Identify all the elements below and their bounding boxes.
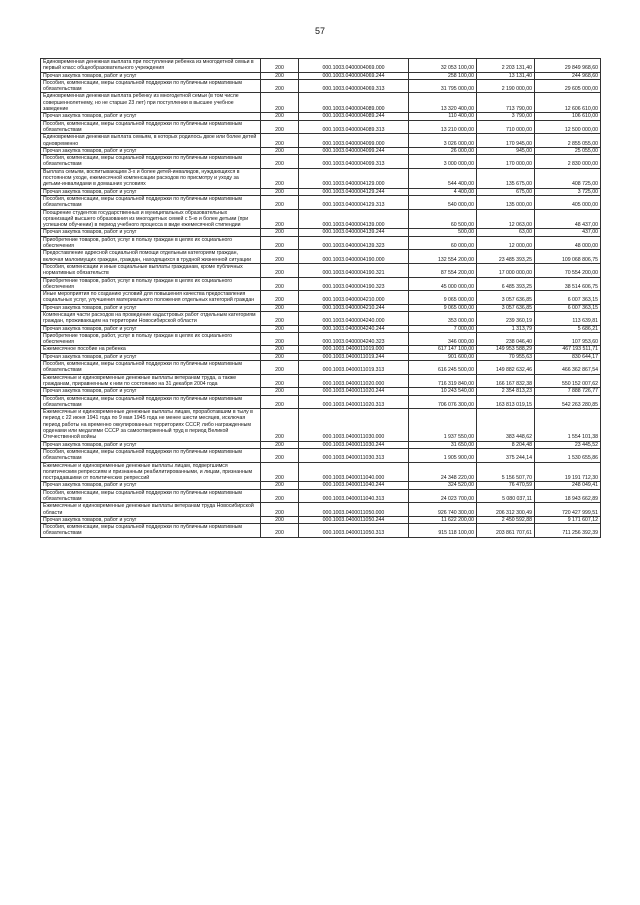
row-code-cell: 200 [261,59,299,73]
row-approved-amount-cell: 31 795 000,00 [409,79,477,93]
table-row [41,79,601,93]
row-classification-cell: 000.1003.0400011040.000 [299,462,409,482]
table-row [41,388,601,395]
row-code-cell: 200 [261,524,299,538]
row-remaining-amount-cell: 106 610,00 [535,113,601,120]
row-name-cell: Прочая закупка товаров, работ и услуг [41,304,261,311]
row-name-cell: Прочая закупка товаров, работ и услуг [41,188,261,195]
row-approved-amount-cell: 110 400,00 [409,113,477,120]
row-code-cell: 200 [261,388,299,395]
row-executed-amount-cell: 5 080 037,11 [477,489,535,503]
row-classification-cell: 000.1003.0400011030.244 [299,441,409,448]
row-code-cell: 200 [261,147,299,154]
row-executed-amount-cell: 375 244,14 [477,448,535,462]
row-remaining-amount-cell: 467 193 511,71 [535,346,601,353]
row-approved-amount-cell: 324 520,00 [409,482,477,489]
table-row [41,120,601,134]
row-name-cell: Пособия, компенсации, меры социальной поддержки по публичным нормативным обязательствам [41,448,261,462]
row-executed-amount-cell: 170 000,00 [477,155,535,169]
row-executed-amount-cell: 206 312 300,49 [477,503,535,517]
table-row [41,489,601,503]
row-classification-cell: 000.1003.0400011020.000 [299,374,409,388]
row-name-cell: Приобретение товаров, работ, услуг в пользу граждан в целях их социального обеспечения [41,236,261,250]
row-remaining-amount-cell: 830 644,17 [535,353,601,360]
row-classification-cell: 000.1003.0400004139.323 [299,236,409,250]
row-name-cell: Приобретение товаров, работ, услуг в пользу граждан в целях их социального обеспечения [41,332,261,346]
row-remaining-amount-cell: 6 007 363,15 [535,291,601,305]
row-remaining-amount-cell: 5 686,21 [535,325,601,332]
row-code-cell: 200 [261,448,299,462]
row-classification-cell: 000.1003.0400011050.244 [299,516,409,523]
row-classification-cell: 000.1003.0400004129.000 [299,168,409,188]
row-approved-amount-cell: 32 053 100,00 [409,59,477,73]
row-approved-amount-cell: 617 147 100,00 [409,346,477,353]
row-code-cell: 200 [261,304,299,311]
table-row [41,209,601,229]
row-classification-cell: 000.1003.0400004240.323 [299,332,409,346]
row-code-cell: 200 [261,346,299,353]
row-code-cell: 200 [261,195,299,209]
row-approved-amount-cell: 10 243 540,00 [409,388,477,395]
row-approved-amount-cell: 31 650,00 [409,441,477,448]
row-remaining-amount-cell: 19 191 712,30 [535,462,601,482]
row-remaining-amount-cell: 48 000,00 [535,236,601,250]
row-remaining-amount-cell: 12 606 610,00 [535,93,601,113]
row-approved-amount-cell: 616 245 500,00 [409,361,477,375]
row-classification-cell: 000.1003.0400011019.244 [299,353,409,360]
row-name-cell: Пособия, компенсации, меры социальной поддержки по публичным нормативным обязательствам [41,155,261,169]
row-code-cell: 200 [261,72,299,79]
row-executed-amount-cell: 8 204,48 [477,441,535,448]
row-executed-amount-cell: 2 203 131,40 [477,59,535,73]
table-row [41,441,601,448]
table-row [41,277,601,291]
row-name-cell: Ежемесячные и единовременные денежные выплаты ветеранам труда Новосибирской области [41,503,261,517]
row-code-cell: 200 [261,277,299,291]
row-executed-amount-cell: 5 156 507,70 [477,462,535,482]
row-name-cell: Приобретение товаров, работ, услуг в пользу граждан в целях их социального обеспечения [41,277,261,291]
row-remaining-amount-cell: 29 849 968,60 [535,59,601,73]
row-name-cell: Прочая закупка товаров, работ и услуг [41,113,261,120]
row-classification-cell: 000.1003.0400011030.313 [299,448,409,462]
row-remaining-amount-cell: 107 953,60 [535,332,601,346]
row-classification-cell: 000.1003.0400004099.313 [299,155,409,169]
row-name-cell: Пособия, компенсации, меры социальной поддержки по публичным нормативным обязательствам [41,195,261,209]
row-remaining-amount-cell: 113 639,81 [535,311,601,325]
row-executed-amount-cell: 1 313,79 [477,325,535,332]
row-approved-amount-cell: 901 600,00 [409,353,477,360]
row-classification-cell: 000.1003.0400004069.244 [299,72,409,79]
row-approved-amount-cell: 716 319 840,00 [409,374,477,388]
row-classification-cell: 000.1003.0400004089.244 [299,113,409,120]
row-remaining-amount-cell: 405 000,00 [535,195,601,209]
row-remaining-amount-cell: 1 554 101,38 [535,409,601,441]
table-row [41,395,601,409]
row-approved-amount-cell: 346 000,00 [409,332,477,346]
row-classification-cell: 000.1003.0400004240.000 [299,311,409,325]
row-remaining-amount-cell: 550 152 007,62 [535,374,601,388]
row-name-cell: Прочая закупка товаров, работ и услуг [41,516,261,523]
row-remaining-amount-cell: 23 445,52 [535,441,601,448]
row-remaining-amount-cell: 2 830 000,00 [535,155,601,169]
row-classification-cell: 000.1003.0400004129.313 [299,195,409,209]
row-code-cell: 200 [261,482,299,489]
row-name-cell: Единовременная денежная выплата при поступлении ребенка из многодетной семьи в первый класс общеобразовательного учреждения [41,59,261,73]
row-approved-amount-cell: 24 348 220,00 [409,462,477,482]
table-row [41,409,601,441]
table-row [41,291,601,305]
row-executed-amount-cell: 3 790,00 [477,113,535,120]
budget-table-body [41,59,601,538]
row-classification-cell: 000.1003.0400011019.000 [299,346,409,353]
row-executed-amount-cell: 675,00 [477,188,535,195]
row-classification-cell: 000.1003.0400011030.000 [299,409,409,441]
row-code-cell: 200 [261,462,299,482]
row-classification-cell: 000.1003.0400004210.244 [299,304,409,311]
row-executed-amount-cell: 149 953 588,29 [477,346,535,353]
row-classification-cell: 000.1003.0400004069.000 [299,59,409,73]
row-executed-amount-cell: 135 000,00 [477,195,535,209]
table-row [41,374,601,388]
row-code-cell: 200 [261,503,299,517]
row-name-cell: Прочая закупка товаров, работ и услуг [41,72,261,79]
row-code-cell: 200 [261,291,299,305]
row-executed-amount-cell: 135 675,00 [477,168,535,188]
row-executed-amount-cell: 149 882 632,46 [477,361,535,375]
row-name-cell: Прочая закупка товаров, работ и услуг [41,482,261,489]
row-classification-cell: 000.1003.0400004190.323 [299,277,409,291]
row-executed-amount-cell: 17 000 000,00 [477,263,535,277]
row-remaining-amount-cell: 248 049,41 [535,482,601,489]
row-name-cell: Компенсация части расходов на проведение кадастровых работ отдельным категориям граждан, проживающим на территории Новосибирской области [41,311,261,325]
row-approved-amount-cell: 7 000,00 [409,325,477,332]
table-row [41,168,601,188]
row-name-cell: Единовременная денежная выплата семьям, в которых родилось двое или более детей одновременно [41,134,261,148]
table-row [41,361,601,375]
row-executed-amount-cell: 2 450 592,88 [477,516,535,523]
row-remaining-amount-cell: 1 530 655,86 [535,448,601,462]
row-code-cell: 200 [261,361,299,375]
row-classification-cell: 000.1003.0400011040.313 [299,489,409,503]
row-code-cell: 200 [261,441,299,448]
row-code-cell: 200 [261,229,299,236]
row-approved-amount-cell: 9 065 000,00 [409,304,477,311]
row-executed-amount-cell: 12 063,00 [477,209,535,229]
table-row [41,236,601,250]
row-name-cell: Пособия, компенсации, меры социальной поддержки по публичным нормативным обязательствам [41,524,261,538]
row-code-cell: 200 [261,188,299,195]
row-executed-amount-cell: 713 790,00 [477,93,535,113]
row-code-cell: 200 [261,236,299,250]
row-name-cell: Ежемесячные и единовременные денежные выплаты лицам, подвергшимся политическим репрессиям и признанным реабилитированными, и лицам, признанным пострадавшими от политических репрессий [41,462,261,482]
row-classification-cell: 000.1003.0400004089.313 [299,120,409,134]
table-row [41,93,601,113]
table-row [41,304,601,311]
row-executed-amount-cell: 6 485 393,25 [477,277,535,291]
table-row [41,311,601,325]
row-code-cell: 200 [261,120,299,134]
row-remaining-amount-cell: 109 068 806,75 [535,250,601,264]
budget-table [40,58,601,538]
row-classification-cell: 000.1003.0400004099.244 [299,147,409,154]
row-approved-amount-cell: 26 000,00 [409,147,477,154]
table-row [41,113,601,120]
row-executed-amount-cell: 23 485 393,25 [477,250,535,264]
row-classification-cell: 000.1003.0400004139.244 [299,229,409,236]
row-approved-amount-cell: 87 554 200,00 [409,263,477,277]
row-remaining-amount-cell: 29 605 000,00 [535,79,601,93]
table-row [41,188,601,195]
table-row [41,250,601,264]
row-code-cell: 200 [261,79,299,93]
row-name-cell: Прочая закупка товаров, работ и услуг [41,325,261,332]
row-name-cell: Предоставление адресной социальной помощи отдельным категориям граждан, включая малоимущих граждан, граждан, находящихся в трудной жизненной ситуации [41,250,261,264]
row-approved-amount-cell: 9 065 000,00 [409,291,477,305]
row-approved-amount-cell: 24 023 700,00 [409,489,477,503]
row-classification-cell: 000.1003.0400011050.313 [299,524,409,538]
row-approved-amount-cell: 500,00 [409,229,477,236]
row-approved-amount-cell: 540 000,00 [409,195,477,209]
row-code-cell: 200 [261,250,299,264]
row-name-cell: Ежемесячные и единовременные денежные выплаты ветеранам труда, а также гражданам, приравненным к ним по состоянию на 31 декабря 2004 года [41,374,261,388]
row-name-cell: Пособия, компенсации и иные социальные выплаты гражданам, кроме публичных нормативных обязательств [41,263,261,277]
row-approved-amount-cell: 1 905 900,00 [409,448,477,462]
row-code-cell: 200 [261,332,299,346]
row-name-cell: Прочая закупка товаров, работ и услуг [41,353,261,360]
row-executed-amount-cell: 710 000,00 [477,120,535,134]
row-remaining-amount-cell: 9 171 607,12 [535,516,601,523]
table-row [41,524,601,538]
row-classification-cell: 000.1003.0400004069.313 [299,79,409,93]
row-executed-amount-cell: 3 057 636,85 [477,291,535,305]
row-remaining-amount-cell: 711 256 392,39 [535,524,601,538]
table-row [41,503,601,517]
row-approved-amount-cell: 132 554 200,00 [409,250,477,264]
row-approved-amount-cell: 60 000,00 [409,236,477,250]
row-approved-amount-cell: 3 000 000,00 [409,155,477,169]
row-approved-amount-cell: 60 500,00 [409,209,477,229]
row-approved-amount-cell: 45 000 000,00 [409,277,477,291]
page-number: 57 [314,26,325,36]
table-row [41,482,601,489]
row-name-cell: Ежемесячные и единовременные денежные выплаты лицам, проработавшим в тылу в период с 22 июня 1941 года по 9 мая 1945 года не менее шести месяцев, исключая период работы на временно оккупированных территориях СССР, либо награжденным орденами или медалями СССР за самоотверженный труд в период Великой Отечественной войны [41,409,261,441]
row-code-cell: 200 [261,113,299,120]
row-name-cell: Пособия, компенсации, меры социальной поддержки по публичным нормативным обязательствам [41,79,261,93]
row-approved-amount-cell: 258 100,00 [409,72,477,79]
row-classification-cell: 000.1003.0400004099.000 [299,134,409,148]
row-remaining-amount-cell: 466 362 867,54 [535,361,601,375]
table-row [41,516,601,523]
row-remaining-amount-cell: 7 888 726,77 [535,388,601,395]
table-row [41,59,601,73]
row-classification-cell: 000.1003.0400004210.000 [299,291,409,305]
table-row [41,462,601,482]
row-executed-amount-cell: 12 000,00 [477,236,535,250]
row-classification-cell: 000.1003.0400011020.244 [299,388,409,395]
table-row [41,72,601,79]
row-name-cell: Поощрение студентов государственных и муниципальных образовательных организаций высшего образования из многодетных семей с 5-ю и более детьми (при успешном обучении) в период учебного процесса в виде ежемесячной стипендии [41,209,261,229]
row-classification-cell: 000.1003.0400011020.313 [299,395,409,409]
row-remaining-amount-cell: 70 554 200,00 [535,263,601,277]
row-approved-amount-cell: 353 000,00 [409,311,477,325]
row-code-cell: 200 [261,93,299,113]
row-classification-cell: 000.1003.0400004129.244 [299,188,409,195]
row-remaining-amount-cell: 542 263 280,85 [535,395,601,409]
row-executed-amount-cell: 203 861 707,61 [477,524,535,538]
row-code-cell: 200 [261,409,299,441]
table-row [41,263,601,277]
row-approved-amount-cell: 3 026 000,00 [409,134,477,148]
row-classification-cell: 000.1003.0400004139.000 [299,209,409,229]
row-name-cell: Иные мероприятия по созданию условий для повышения качества предоставления социальных услуг, улучшения материального положения отдельных категорий граждан [41,291,261,305]
row-approved-amount-cell: 1 937 550,00 [409,409,477,441]
row-name-cell: Пособия, компенсации, меры социальной поддержки по публичным нормативным обязательствам [41,120,261,134]
table-row [41,325,601,332]
table-row [41,229,601,236]
row-code-cell: 200 [261,516,299,523]
row-executed-amount-cell: 945,00 [477,147,535,154]
row-code-cell: 200 [261,155,299,169]
row-approved-amount-cell: 926 740 300,00 [409,503,477,517]
row-name-cell: Прочая закупка товаров, работ и услуг [41,441,261,448]
row-remaining-amount-cell: 12 500 000,00 [535,120,601,134]
row-executed-amount-cell: 166 167 832,38 [477,374,535,388]
row-executed-amount-cell: 70 955,63 [477,353,535,360]
table-row [41,448,601,462]
row-name-cell: Выплата семьям, воспитывающим 3-х и более детей-инвалидов, нуждающихся в постоянном уходе, ежемесячной компенсации расходов по присмотру и уходу за детьми-инвалидами в домашних условиях [41,168,261,188]
row-approved-amount-cell: 915 118 100,00 [409,524,477,538]
row-executed-amount-cell: 63,00 [477,229,535,236]
row-remaining-amount-cell: 3 725,00 [535,188,601,195]
row-executed-amount-cell: 170 945,00 [477,134,535,148]
row-remaining-amount-cell: 408 725,00 [535,168,601,188]
row-name-cell: Пособия, компенсации, меры социальной поддержки по публичным нормативным обязательствам [41,489,261,503]
row-executed-amount-cell: 2 190 000,00 [477,79,535,93]
row-code-cell: 200 [261,209,299,229]
row-name-cell: Пособия, компенсации, меры социальной поддержки по публичным нормативным обязательствам [41,395,261,409]
row-code-cell: 200 [261,374,299,388]
table-row [41,155,601,169]
row-name-cell: Прочая закупка товаров, работ и услуг [41,229,261,236]
row-classification-cell: 000.1003.0400011040.244 [299,482,409,489]
row-remaining-amount-cell: 18 943 662,89 [535,489,601,503]
row-code-cell: 200 [261,311,299,325]
row-remaining-amount-cell: 437,00 [535,229,601,236]
row-executed-amount-cell: 13 131,40 [477,72,535,79]
row-code-cell: 200 [261,353,299,360]
table-row [41,346,601,353]
row-executed-amount-cell: 163 813 019,15 [477,395,535,409]
row-classification-cell: 000.1003.0400011050.000 [299,503,409,517]
row-code-cell: 200 [261,168,299,188]
row-remaining-amount-cell: 244 968,60 [535,72,601,79]
row-name-cell: Прочая закупка товаров, работ и услуг [41,388,261,395]
row-approved-amount-cell: 11 622 200,00 [409,516,477,523]
row-executed-amount-cell: 239 360,19 [477,311,535,325]
row-classification-cell: 000.1003.0400004089.000 [299,93,409,113]
table-row [41,195,601,209]
row-code-cell: 200 [261,325,299,332]
table-row [41,147,601,154]
row-executed-amount-cell: 383 448,62 [477,409,535,441]
row-code-cell: 200 [261,134,299,148]
row-remaining-amount-cell: 6 007 363,15 [535,304,601,311]
table-row [41,134,601,148]
row-executed-amount-cell: 238 046,40 [477,332,535,346]
row-approved-amount-cell: 4 400,00 [409,188,477,195]
row-code-cell: 200 [261,395,299,409]
row-remaining-amount-cell: 48 437,00 [535,209,601,229]
row-remaining-amount-cell: 38 514 606,75 [535,277,601,291]
table-row [41,332,601,346]
row-name-cell: Единовременная денежная выплата ребенку из многодетной семьи (в том числе совершеннолетнему, но не старше 23 лет) при поступлении в высшее учебное заведение [41,93,261,113]
table-row [41,353,601,360]
row-classification-cell: 000.1003.0400004240.244 [299,325,409,332]
row-classification-cell: 000.1003.0400011019.313 [299,361,409,375]
row-remaining-amount-cell: 25 055,00 [535,147,601,154]
row-code-cell: 200 [261,263,299,277]
row-approved-amount-cell: 544 400,00 [409,168,477,188]
row-name-cell: Прочая закупка товаров, работ и услуг [41,147,261,154]
row-remaining-amount-cell: 2 855 055,00 [535,134,601,148]
row-executed-amount-cell: 2 354 813,23 [477,388,535,395]
row-name-cell: Пособия, компенсации, меры социальной поддержки по публичным нормативным обязательствам [41,361,261,375]
row-code-cell: 200 [261,489,299,503]
row-classification-cell: 000.1003.0400004190.321 [299,263,409,277]
row-classification-cell: 000.1003.0400004190.000 [299,250,409,264]
row-name-cell: Ежемесячное пособие на ребенка [41,346,261,353]
row-approved-amount-cell: 706 076 300,00 [409,395,477,409]
row-approved-amount-cell: 13 210 000,00 [409,120,477,134]
row-approved-amount-cell: 13 320 400,00 [409,93,477,113]
row-executed-amount-cell: 3 057 636,85 [477,304,535,311]
row-remaining-amount-cell: 720 427 999,51 [535,503,601,517]
row-executed-amount-cell: 76 470,59 [477,482,535,489]
